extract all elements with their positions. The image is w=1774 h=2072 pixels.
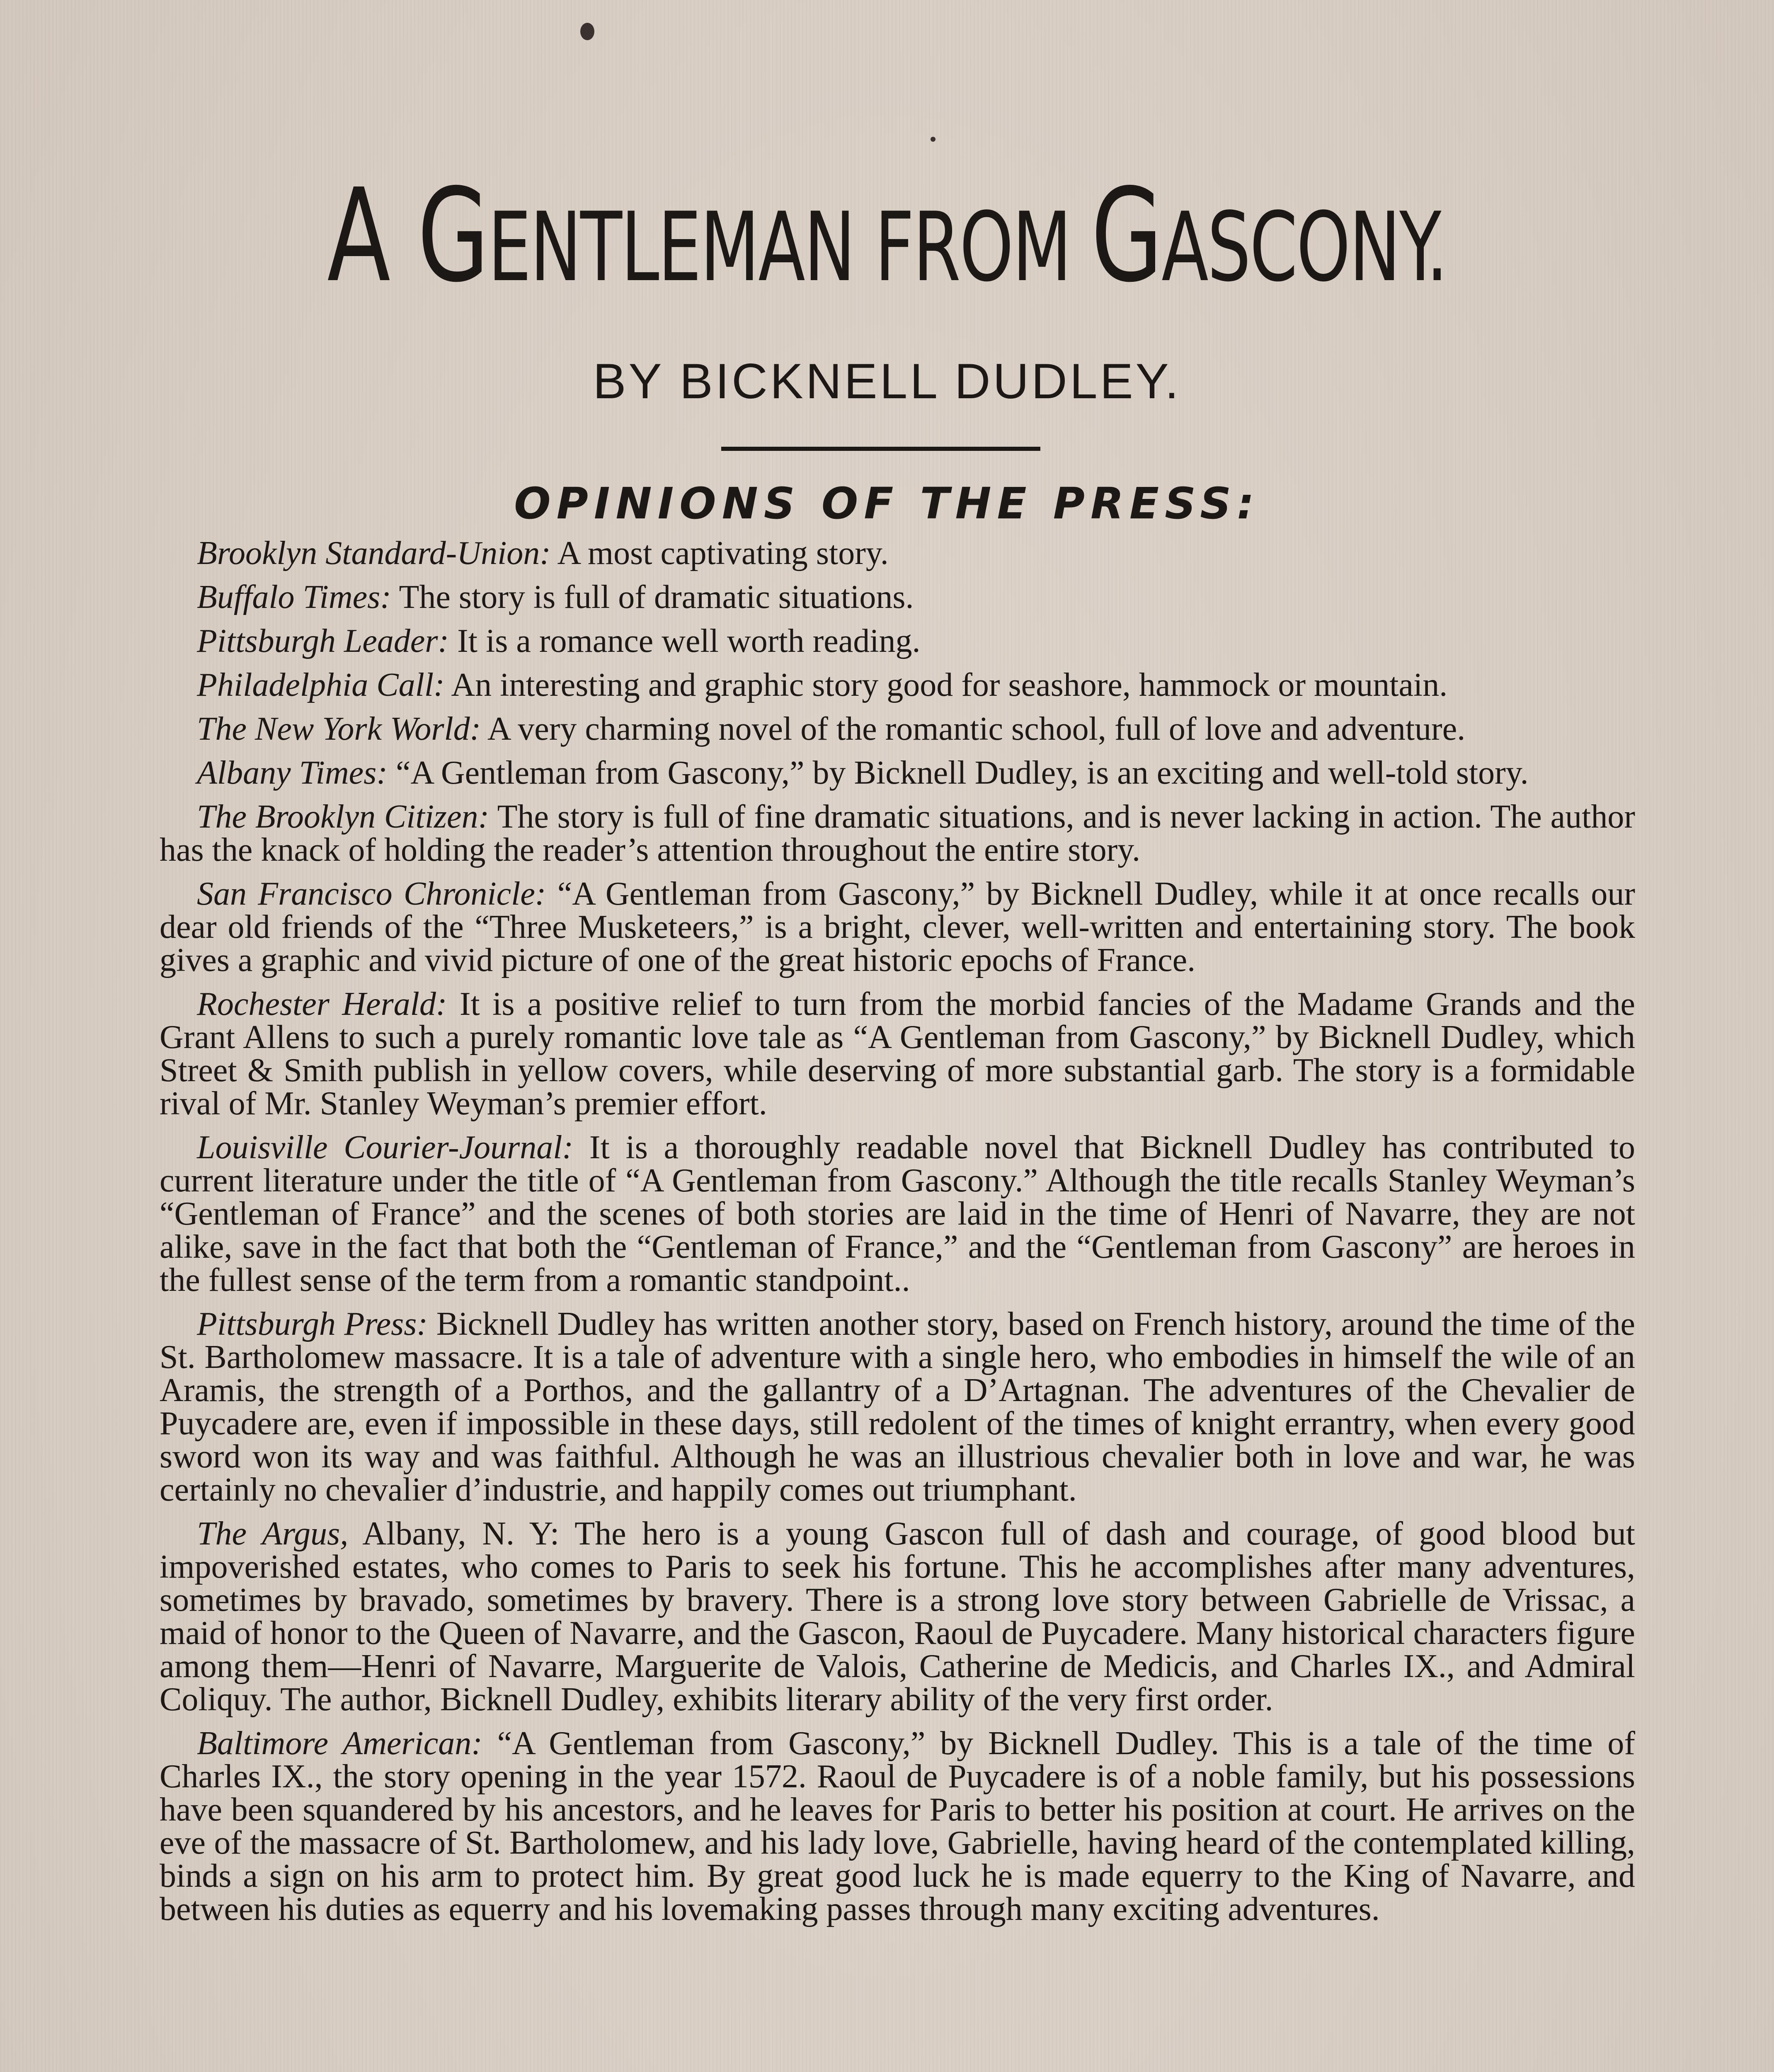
quote-source: Rochester Herald:: [197, 986, 447, 1022]
opinions-heading: OPINIONS OF THE PRESS:: [514, 478, 1260, 529]
quote-source: Buffalo Times:: [197, 579, 391, 615]
paper-speck: [931, 137, 935, 142]
press-quote: [160, 668, 1635, 702]
quote-source: Pittsburgh Leader:: [197, 623, 449, 659]
quote-text: “A Gentleman from Gascony,” by Bicknell Dudley, is an exciting and well-told story.: [395, 755, 1529, 791]
press-quote: [160, 756, 1635, 789]
title-part-1: A G: [327, 161, 488, 311]
quote-text: Albany, N. Y: The hero is a young Gascon full of dash and courage, of good blood but impoverished estates, who comes to Paris to seek his fortune. This he accomplishes after many adventures, sometimes by bravado, sometimes by bravery. There is a strong love story between Gabrielle de Vrissac, a maid of honor to the Queen of Navarre, and the Gascon, Raoul de Puycadere. Many historical characters figure among them—Henri of Navarre, Marguerite de Valois, Catherine de Medicis, and Charles IX., and Admiral Coliquy. The author, Bicknell Dudley, exhibits literary ability of the very first order.: [160, 1515, 1636, 1718]
press-quote: [160, 1517, 1635, 1716]
press-quote: [160, 877, 1635, 977]
quote-text: An interesting and graphic story good for seashore, hammock or mountain.: [451, 667, 1448, 703]
press-quote: [160, 1307, 1635, 1506]
quote-source: Baltimore American:: [197, 1725, 482, 1762]
title-part-3: G: [1091, 161, 1162, 311]
quote-text: “A Gentleman from Gascony,” by Bicknell Dudley, while it at once recalls our dear old friends of the “Three Musketeers,” is a bright, clever, well-written and entertaining story. The book gives a graphic and vivid picture of one of the great historic epochs of France.: [160, 876, 1636, 978]
press-quote: [160, 988, 1635, 1120]
quote-text: The story is full of fine dramatic situations, and is never lacking in action. The author has the knack of holding the reader’s attention throughout the entire story.: [160, 799, 1635, 868]
quote-source: Albany Times:: [197, 755, 388, 791]
press-quote: [160, 800, 1635, 867]
quote-source: The Brooklyn Citizen:: [197, 799, 490, 835]
quote-source: The New York World:: [197, 711, 481, 747]
quote-source: Brooklyn Standard-Union:: [197, 535, 551, 571]
quote-text: A most captivating story.: [557, 535, 889, 571]
paper-speck: [580, 23, 594, 40]
quote-text: A very charming novel of the romantic school, full of love and adventure.: [487, 711, 1466, 747]
quote-source: Louisville Courier-Journal:: [197, 1129, 574, 1166]
divider-rule: [721, 447, 1040, 451]
quote-text: The story is full of dramatic situations.: [399, 579, 914, 615]
book-title: [248, 161, 1526, 318]
title-part-2: ENTLEMAN FROM: [488, 192, 1091, 303]
quote-text: It is a romance well worth reading.: [457, 623, 921, 659]
quote-source: San Francisco Chronicle:: [197, 876, 546, 912]
title-part-4: ASCONY.: [1161, 192, 1447, 303]
byline: BY BICKNELL DUDLEY.: [593, 353, 1181, 409]
press-quote: [160, 712, 1635, 746]
quote-text: “A Gentleman from Gascony,” by Bicknell Dudley. This is a tale of the time of Charles IX., the story opening in the year 1572. Raoul de Puycadere is of a noble family, but his possessions have been squandered by his ancestors, and he leaves for Paris to better his position at court. He arrives on the eve of the massacre of St. Bartholomew, and his lady love, Gabrielle, having heard of the contemplated killing, binds a sign on his arm to protect him. By great good luck he is made equerry to the King of Navarre, and between his duties as equerry and his lovemaking passes through many exciting adventures.: [160, 1725, 1636, 1927]
press-quote: [160, 537, 1635, 570]
press-quotes: [160, 537, 1635, 1936]
press-quote: [160, 1131, 1635, 1297]
press-quote: [160, 625, 1635, 658]
quote-text: It is a thoroughly readable novel that Bicknell Dudley has contributed to current literature under the title of “A Gentleman from Gascony.” Although the title recalls Stanley Weyman’s “Gentleman of France” and the scenes of both stories are laid in the time of Henri of Navarre, they are not alike, save in the fact that both the “Gentleman of France,” and the “Gentleman from Gascony” are heroes in the fullest sense of the term from a romantic standpoint..: [160, 1129, 1636, 1298]
press-quote: [160, 1727, 1635, 1926]
press-quote: [160, 581, 1635, 614]
quote-text: Bicknell Dudley has written another story, based on French history, around the time of the St. Bartholomew massacre. It is a tale of adventure with a single hero, who embodies in himself the wile of an Aramis, the strength of a Porthos, and the gallantry of a D’Artagnan. The adventures of the Chevalier de Puycadere are, even if impossible in these days, still redolent of the times of knight errantry, when every good sword won its way and was faithful. Although he was an illustrious chevalier both in love and war, he was certainly no chevalier d’industrie, and happily comes out triumphant.: [160, 1306, 1636, 1508]
quote-text: It is a positive relief to turn from the morbid fancies of the Madame Grands and the Grant Allens to such a purely romantic love tale as “A Gentleman from Gascony,” by Bicknell Dudley, which Street & Smith publish in yellow covers, while deserving of more substantial garb. The story is a formidable rival of Mr. Stanley Weyman’s premier effort.: [160, 986, 1636, 1122]
quote-source: Pittsburgh Press:: [197, 1306, 428, 1342]
quote-source: Philadelphia Call:: [197, 667, 445, 703]
quote-source: The Argus,: [197, 1515, 349, 1552]
